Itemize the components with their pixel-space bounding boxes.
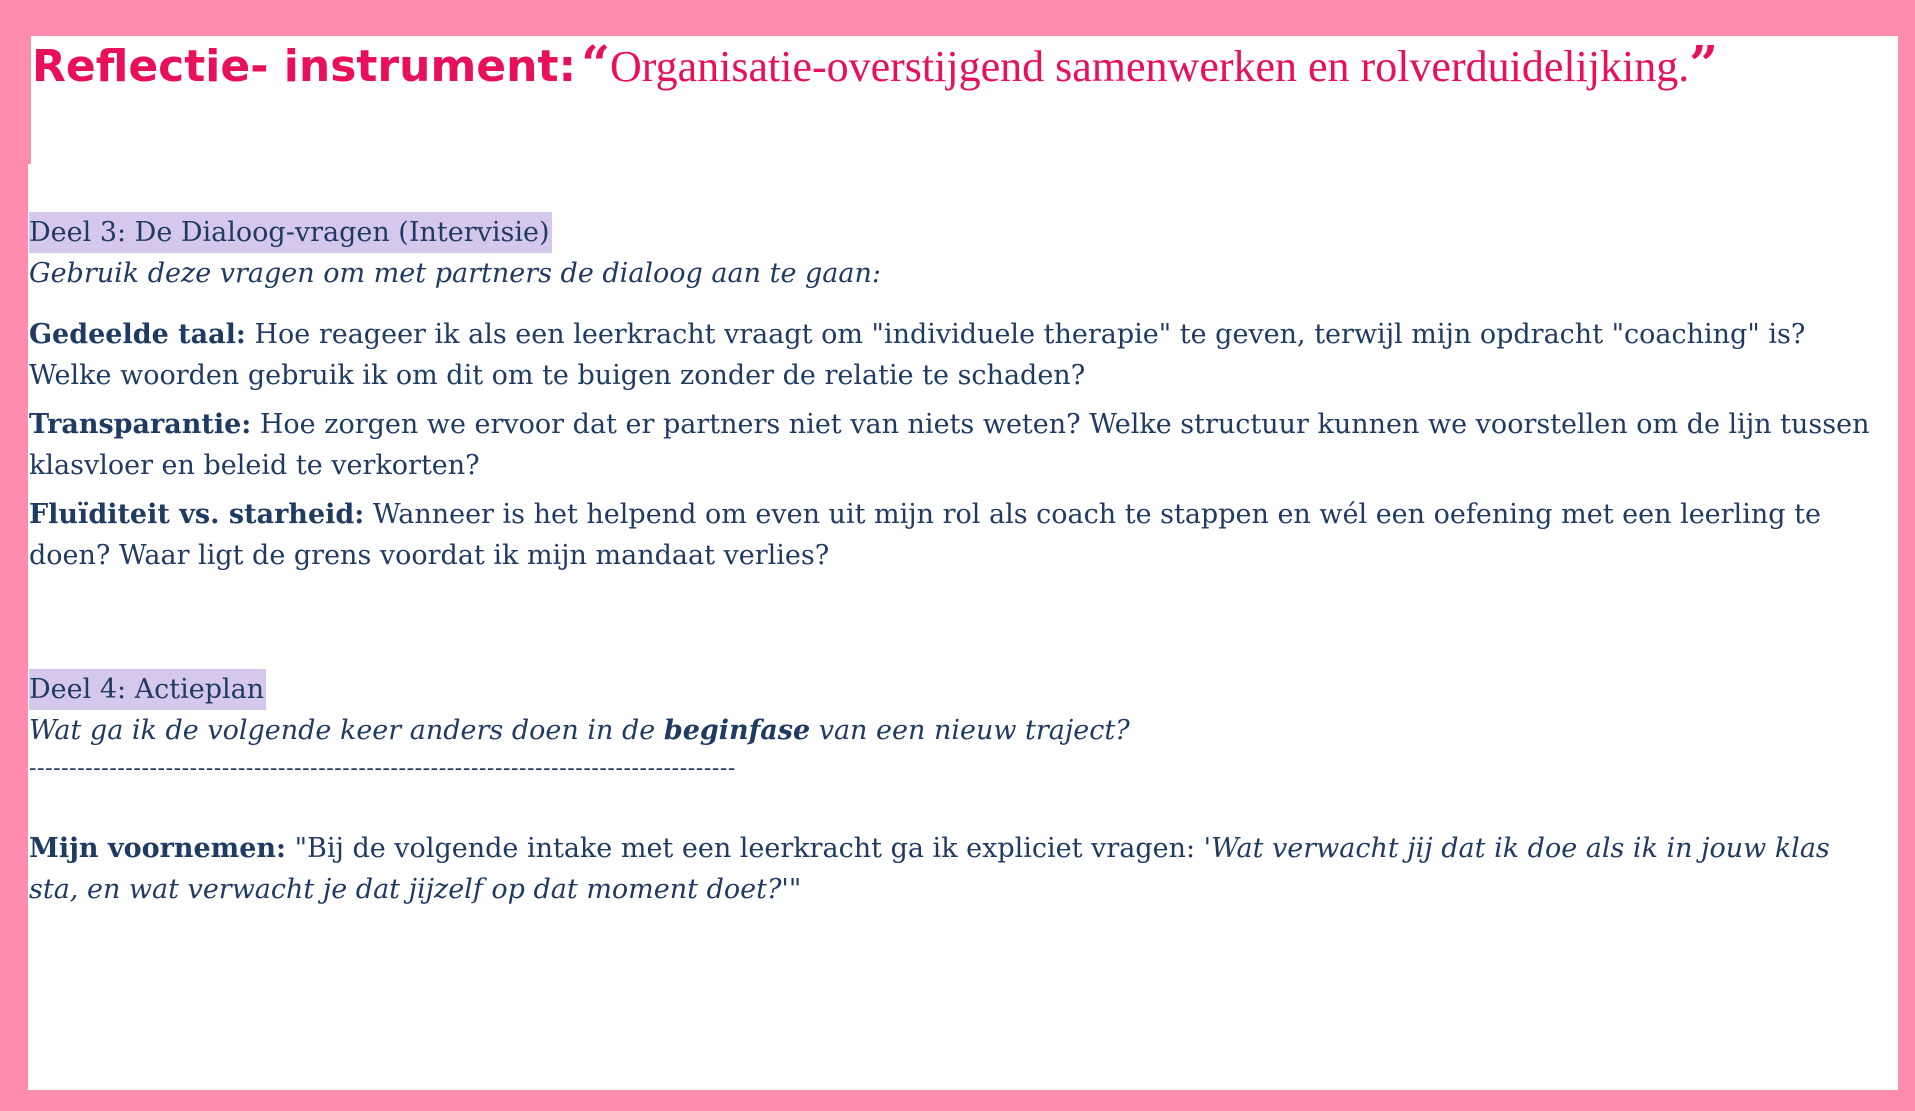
intention-close: " [788,874,802,905]
intention-quote: 'Wat verwacht jij dat ik doe als ik in jouw klas sta, en wat verwacht je dat jijzelf op dat moment doet?' [29,833,1830,905]
intention-text: "Bij de volgende intake met een leerkracht ga ik expliciet vragen: [286,833,1204,864]
question-part: van een nieuw traject? [810,715,1130,746]
question-fluiditeit [29,494,1879,576]
intention-paragraph [29,828,1879,910]
title-prefix: Reflectie- instrument: [32,41,577,92]
page-edge-accent [28,36,31,164]
section-heading-deel3: Deel 3: De Dialoog-vragen (Intervisie) [29,212,552,253]
title-open-quote: “ [581,34,610,93]
title-close-quote: ” [1689,34,1719,93]
question-emphasis: beginfase [663,715,811,746]
question-gedeelde-taal [29,314,1879,396]
question-transparantie [29,404,1879,486]
intention-label: Mijn voornemen: [29,833,287,864]
actieplan-question [29,710,1879,751]
question-text: Hoe zorgen we ervoor dat er partners niet van niets weten? Welke structuur kunnen we voorstellen om de lijn tussen klasvloer en beleid te verkorten? [29,409,1870,481]
question-label: Gedeelde taal: [29,319,246,350]
section-heading-deel4: Deel 4: Actieplan [29,669,266,710]
section-intro: Gebruik deze vragen om met partners de dialoog aan te gaan: [29,258,881,289]
title-text: Organisatie-overstijgend samenwerken en rolverduidelijking. [609,42,1690,91]
question-label: Fluïditeit vs. starheid: [29,499,365,530]
question-text: Hoe reageer ik als een leerkracht vraagt om "individuele therapie" te geven, terwijl mijn opdracht "coaching" is? Welke woorden gebruik ik om dit om te buigen zonder de relatie te schaden? [29,319,1806,391]
page-title [32,34,1718,93]
answer-line-divider: ---------------------------------------------------------------------------------------- [29,756,736,781]
question-label: Transparantie: [29,409,252,440]
question-text: Wanneer is het helpend om even uit mijn rol als coach te stappen en wél een oefening met een leerling te doen? Waar ligt de grens voordat ik mijn mandaat verlies? [29,499,1821,571]
document-body [29,212,1879,910]
question-part: Wat ga ik de volgende keer anders doen in de [29,715,664,746]
